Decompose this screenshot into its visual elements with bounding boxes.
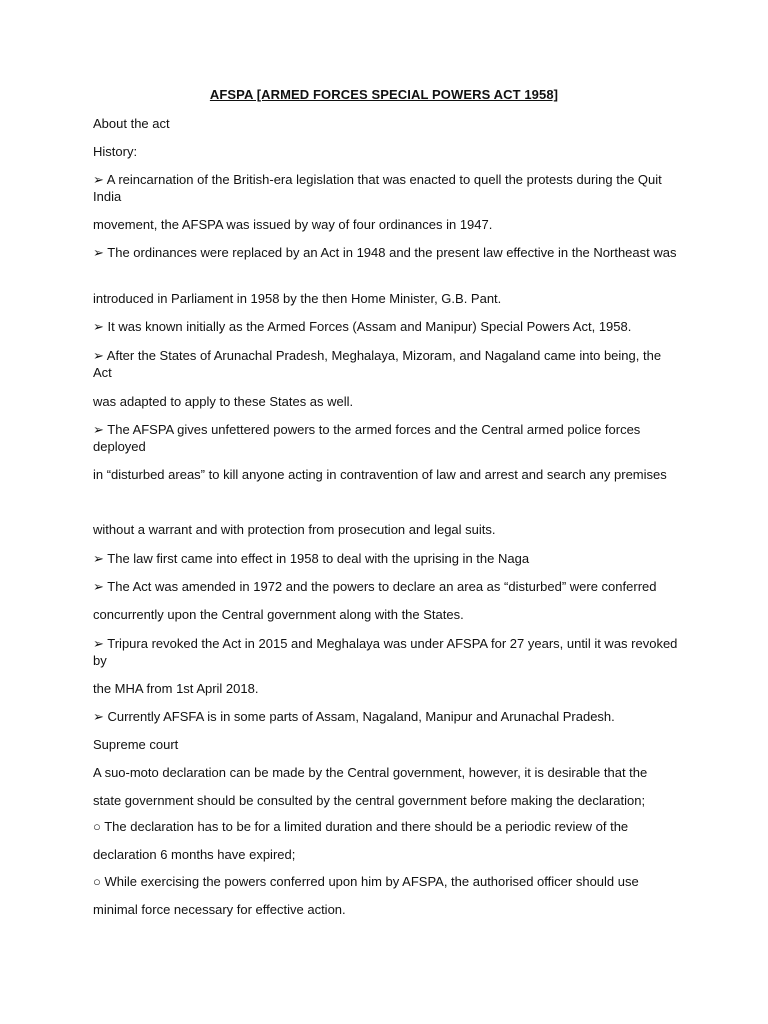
line-bullet: ➢ A reincarnation of the British-era legislation that was enacted to quell the protests during the Quit India	[93, 172, 662, 204]
line-paragraph: state government should be consulted by the central government before making the declaration;	[93, 793, 646, 808]
line-circle-bullet: ○ The declaration has to be for a limited duration and there should be a periodic review of the	[93, 819, 629, 834]
line-bullet: ➢ The Act was amended in 1972 and the powers to declare an area as “disturbed” were conferred	[93, 579, 657, 594]
line-bullet: ➢ Tripura revoked the Act in 2015 and Meghalaya was under AFSPA for 27 years, until it was revoked by	[93, 636, 678, 668]
line-history-heading: History:	[93, 144, 138, 159]
line-continuation: declaration 6 months have expired;	[93, 847, 296, 862]
line-bullet: ➢ The law first came into effect in 1958 to deal with the uprising in the Naga	[93, 551, 530, 566]
line-bullet: ➢ After the States of Arunachal Pradesh, Meghalaya, Mizoram, and Nagaland came into being, the Act	[93, 348, 662, 380]
line-continuation: concurrently upon the Central government along with the States.	[93, 607, 464, 622]
line-paragraph: A suo-moto declaration can be made by the Central government, however, it is desirable that the	[93, 765, 648, 780]
line-circle-bullet: ○ While exercising the powers conferred upon him by AFSPA, the authorised officer should use	[93, 874, 639, 889]
line-continuation: without a warrant and with protection from prosecution and legal suits.	[93, 522, 496, 537]
line-continuation: the MHA from 1st April 2018.	[93, 681, 259, 696]
line-about-the-act: About the act	[93, 116, 170, 131]
line-bullet: ➢ Currently AFSFA is in some parts of Assam, Nagaland, Manipur and Arunachal Pradesh.	[93, 709, 615, 724]
line-continuation: minimal force necessary for effective action.	[93, 902, 346, 917]
line-continuation: introduced in Parliament in 1958 by the then Home Minister, G.B. Pant.	[93, 291, 502, 306]
line-bullet: ➢ The AFSPA gives unfettered powers to the armed forces and the Central armed police forces deployed	[93, 422, 641, 454]
line-continuation: movement, the AFSPA was issued by way of four ordinances in 1947.	[93, 217, 493, 232]
line-continuation: in “disturbed areas” to kill anyone acting in contravention of law and arrest and search any premises	[93, 467, 667, 482]
line-bullet: ➢ The ordinances were replaced by an Act in 1948 and the present law effective in the Northeast was	[93, 245, 677, 260]
document-title: AFSPA [ARMED FORCES SPECIAL POWERS ACT 1958]	[209, 87, 559, 102]
line-supreme-court-heading: Supreme court	[93, 737, 179, 752]
line-continuation: was adapted to apply to these States as well.	[93, 394, 354, 409]
line-bullet: ➢ It was known initially as the Armed Forces (Assam and Manipur) Special Powers Act, 1958.	[93, 319, 632, 334]
